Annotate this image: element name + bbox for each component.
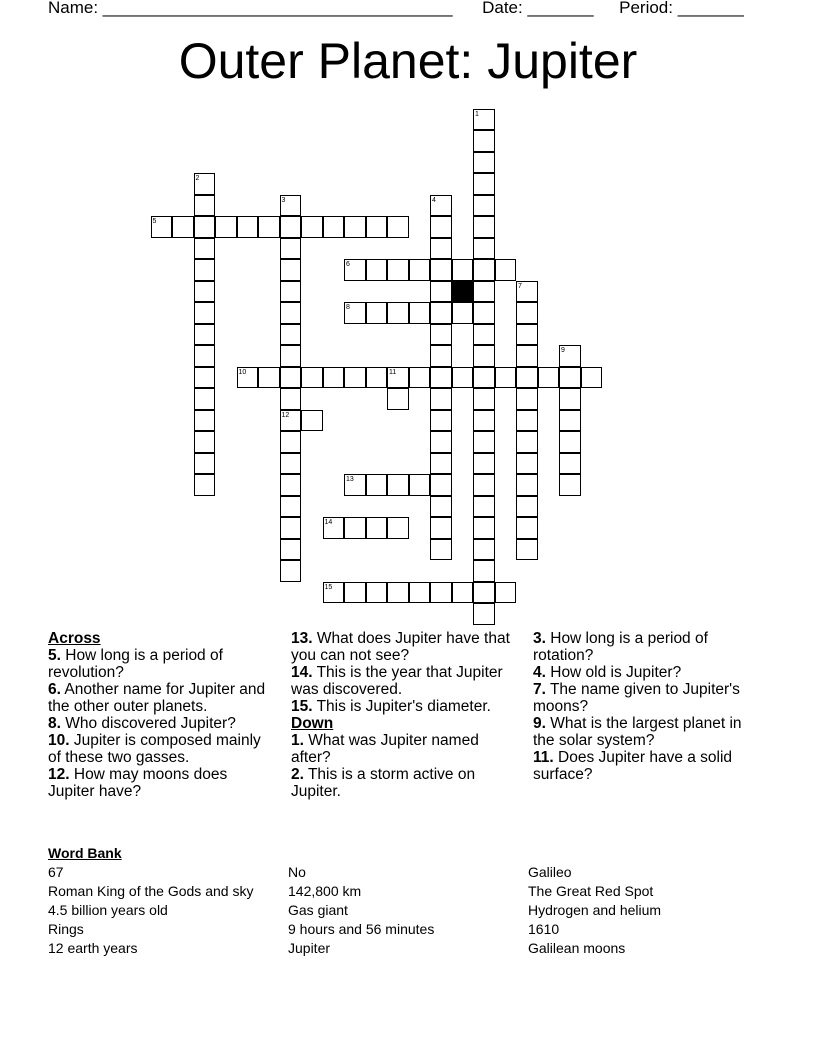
clue-number-5: 5 (152, 218, 157, 225)
grid-cell[interactable] (516, 431, 538, 453)
grid-cell[interactable] (280, 281, 302, 303)
grid-cell[interactable] (473, 259, 495, 281)
word-bank-item: Rings (48, 921, 84, 937)
grid-cell[interactable] (194, 195, 216, 217)
grid-cell[interactable] (194, 474, 216, 496)
clue-across-8: 8. Who discovered Jupiter? (48, 715, 236, 732)
grid-cell[interactable] (473, 388, 495, 410)
grid-cell[interactable] (430, 388, 452, 410)
clue-number-1: 1 (475, 110, 479, 118)
clue-number-8: 8 (346, 304, 350, 311)
clue-across-6: 6. Another name for Jupiter and the other outer planets. (48, 681, 266, 715)
clue-down-7: 7. The name given to Jupiter's moons? (533, 681, 740, 715)
grid-cell[interactable] (301, 367, 323, 389)
clue-number-6: 6 (346, 261, 350, 268)
grid-cell[interactable] (473, 195, 495, 217)
grid-cell[interactable] (430, 539, 452, 561)
grid-cell[interactable] (194, 216, 216, 238)
grid-cell[interactable] (452, 259, 474, 281)
clue-down-11: 11. Does Jupiter have a solid surface? (533, 749, 733, 783)
grid-cell[interactable] (452, 367, 474, 389)
grid-cell[interactable] (430, 582, 452, 604)
grid-cell[interactable] (516, 539, 538, 561)
grid-cell[interactable] (559, 367, 581, 389)
grid-cell[interactable] (516, 388, 538, 410)
grid-cell[interactable] (473, 496, 495, 518)
clue-down-4: 4. How old is Jupiter? (533, 664, 682, 681)
word-bank-item: Gas giant (288, 902, 348, 918)
grid-cell[interactable] (172, 216, 194, 238)
down-heading: Down (291, 715, 334, 732)
grid-cell[interactable] (280, 216, 302, 238)
word-bank-item: No (288, 864, 306, 880)
clue-across-5: 5. How long is a period of revolution? (48, 647, 223, 681)
grid-cell[interactable] (194, 453, 216, 475)
grid-cell[interactable] (473, 410, 495, 432)
grid-cell[interactable] (366, 259, 388, 281)
clue-number-12: 12 (281, 411, 290, 419)
grid-cell[interactable] (473, 302, 495, 324)
grid-cell[interactable] (430, 474, 452, 496)
grid-cell[interactable] (409, 259, 431, 281)
grid-cell[interactable] (581, 367, 603, 389)
grid-cell[interactable] (430, 238, 452, 260)
clue-down-9: 9. What is the largest planet in the solar system? (533, 715, 742, 749)
word-bank-item: Galilean moons (528, 940, 626, 956)
grid-cell[interactable] (280, 324, 302, 346)
grid-cell[interactable] (366, 582, 388, 604)
word-bank-item: The Great Red Spot (528, 883, 654, 899)
grid-cell[interactable] (323, 367, 345, 389)
grid-cell[interactable] (194, 410, 216, 432)
grid-cell[interactable] (366, 517, 388, 539)
word-bank-item: 1610 (528, 921, 560, 937)
grid-cell[interactable] (387, 388, 409, 410)
grid-cell[interactable] (387, 474, 409, 496)
grid-cell[interactable] (559, 474, 581, 496)
grid-cell[interactable] (473, 324, 495, 346)
grid-cell[interactable] (194, 259, 216, 281)
grid-cell[interactable] (473, 130, 495, 152)
word-bank-item: Roman King of the Gods and sky (48, 883, 254, 899)
grid-cell[interactable] (430, 367, 452, 389)
word-bank-item: Hydrogen and helium (528, 902, 662, 918)
grid-cell[interactable] (473, 216, 495, 238)
grid-cell[interactable] (516, 345, 538, 367)
grid-cell[interactable] (430, 345, 452, 367)
grid-cell[interactable] (280, 431, 302, 453)
clue-number-10: 10 (238, 368, 247, 376)
grid-cell[interactable] (452, 582, 474, 604)
grid-cell[interactable] (301, 410, 323, 432)
grid-cell[interactable] (473, 453, 495, 475)
grid-cell[interactable] (473, 345, 495, 367)
grid-cell[interactable] (452, 302, 474, 324)
grid-cell[interactable] (538, 367, 560, 389)
grid-cell[interactable] (280, 345, 302, 367)
period-field-label[interactable]: Period: _______ (619, 0, 744, 17)
grid-cell[interactable] (430, 302, 452, 324)
clue-number-14: 14 (324, 519, 333, 526)
grid-cell[interactable] (366, 367, 388, 389)
grid-cell[interactable] (194, 431, 216, 453)
grid-cell[interactable] (280, 560, 302, 582)
grid-cell[interactable] (280, 539, 302, 561)
grid-cell[interactable] (280, 474, 302, 496)
grid-cell[interactable] (495, 582, 517, 604)
grid-cell[interactable] (495, 259, 517, 281)
clues-column-1 (48, 630, 273, 800)
clue-across-13: 13. What does Jupiter have that you can not see? (291, 630, 510, 664)
clue-number-9: 9 (561, 347, 565, 354)
grid-cell[interactable] (430, 431, 452, 453)
word-bank-item: 12 earth years (48, 940, 138, 956)
word-bank-item: 142,800 km (288, 883, 362, 899)
grid-cell[interactable] (344, 367, 366, 389)
clue-number-7: 7 (518, 282, 522, 290)
word-bank-item: 9 hours and 56 minutes (288, 921, 435, 937)
grid-cell[interactable] (194, 324, 216, 346)
grid-cell[interactable] (430, 410, 452, 432)
grid-cell[interactable] (516, 302, 538, 324)
grid-cell[interactable] (559, 453, 581, 475)
grid-cell[interactable] (409, 367, 431, 389)
clue-number-3: 3 (281, 196, 286, 204)
grid-cell[interactable] (516, 410, 538, 432)
clues-column-3 (533, 630, 758, 783)
grid-cell[interactable] (194, 281, 216, 303)
grid-cell[interactable] (387, 302, 409, 324)
grid-cell[interactable] (409, 582, 431, 604)
grid-cell[interactable] (280, 517, 302, 539)
word-bank-title: Word Bank (48, 845, 122, 861)
grid-cell[interactable] (280, 453, 302, 475)
grid-cell[interactable] (559, 388, 581, 410)
word-bank-item: Galileo (528, 864, 572, 880)
grid-cell[interactable] (516, 474, 538, 496)
grid-cell[interactable] (280, 238, 302, 260)
grid-cell[interactable] (516, 453, 538, 475)
grid-cell[interactable] (366, 216, 388, 238)
grid-cell[interactable] (194, 302, 216, 324)
clue-number-13: 13 (346, 476, 354, 483)
grid-cell[interactable] (430, 259, 452, 281)
grid-cell[interactable] (387, 216, 409, 238)
clue-number-4: 4 (432, 196, 436, 204)
grid-cell[interactable] (258, 367, 280, 389)
clue-down-3: 3. How long is a period of rotation? (533, 630, 708, 664)
grid-cell[interactable] (280, 496, 302, 518)
grid-cell[interactable] (344, 517, 366, 539)
grid-cell[interactable] (409, 474, 431, 496)
grid-cell[interactable] (473, 431, 495, 453)
grid-cell[interactable] (194, 367, 216, 389)
grid-cell[interactable] (473, 603, 495, 625)
name-field-label[interactable]: Name: _____________________________________ (48, 0, 453, 17)
clue-across-12: 12. How may moons does Jupiter have? (48, 766, 228, 800)
black-cell (452, 281, 474, 303)
grid-cell[interactable] (430, 281, 452, 303)
grid-cell[interactable] (430, 453, 452, 475)
grid-cell[interactable] (323, 216, 345, 238)
grid-cell[interactable] (409, 302, 431, 324)
word-bank-item: 67 (48, 864, 64, 880)
grid-cell[interactable] (430, 324, 452, 346)
grid-cell[interactable] (495, 367, 517, 389)
word-bank-item: Jupiter (288, 940, 331, 956)
grid-cell[interactable] (473, 238, 495, 260)
grid-cell[interactable] (194, 388, 216, 410)
grid-cell[interactable] (430, 496, 452, 518)
grid-cell[interactable] (473, 539, 495, 561)
grid-cell[interactable] (387, 517, 409, 539)
grid-cell[interactable] (387, 582, 409, 604)
grid-cell[interactable] (280, 388, 302, 410)
clue-across-15: 15. This is Jupiter's diameter. (291, 698, 491, 715)
grid-cell[interactable] (516, 496, 538, 518)
grid-cell[interactable] (366, 302, 388, 324)
grid-cell[interactable] (473, 152, 495, 174)
grid-cell[interactable] (194, 345, 216, 367)
grid-cell[interactable] (387, 259, 409, 281)
grid-cell[interactable] (473, 582, 495, 604)
grid-cell[interactable] (280, 302, 302, 324)
grid-cell[interactable] (366, 474, 388, 496)
grid-cell[interactable] (280, 259, 302, 281)
grid-cell[interactable] (473, 173, 495, 195)
grid-cell[interactable] (237, 216, 259, 238)
clue-across-14: 14. This is the year that Jupiter was discovered. (291, 664, 503, 698)
clue-down-2: 2. This is a storm active on Jupiter. (291, 766, 476, 800)
grid-cell[interactable] (344, 216, 366, 238)
grid-cell[interactable] (559, 431, 581, 453)
grid-cell[interactable] (559, 410, 581, 432)
grid-cell[interactable] (430, 517, 452, 539)
clue-number-2: 2 (195, 175, 200, 182)
grid-cell[interactable] (280, 367, 302, 389)
clue-down-1: 1. What was Jupiter named after? (291, 732, 479, 766)
grid-cell[interactable] (473, 560, 495, 582)
grid-cell[interactable] (473, 367, 495, 389)
grid-cell[interactable] (516, 324, 538, 346)
grid-cell[interactable] (473, 517, 495, 539)
across-heading: Across (48, 630, 101, 647)
grid-cell[interactable] (473, 281, 495, 303)
clue-across-10: 10. Jupiter is composed mainly of these two gasses. (48, 732, 261, 766)
grid-cell[interactable] (430, 216, 452, 238)
grid-cell[interactable] (516, 367, 538, 389)
grid-cell[interactable] (215, 216, 237, 238)
word-bank-item: 4.5 billion years old (48, 902, 168, 918)
clue-number-11: 11 (389, 368, 397, 376)
grid-cell[interactable] (516, 517, 538, 539)
puzzle-title: Outer Planet: Jupiter (178, 33, 638, 89)
grid-cell[interactable] (301, 216, 323, 238)
grid-cell[interactable] (473, 474, 495, 496)
clue-number-15: 15 (324, 583, 333, 591)
grid-cell[interactable] (194, 238, 216, 260)
grid-cell[interactable] (344, 582, 366, 604)
date-field-label[interactable]: Date: _______ (482, 0, 594, 17)
grid-cell[interactable] (258, 216, 280, 238)
clues-column-2 (291, 630, 516, 800)
